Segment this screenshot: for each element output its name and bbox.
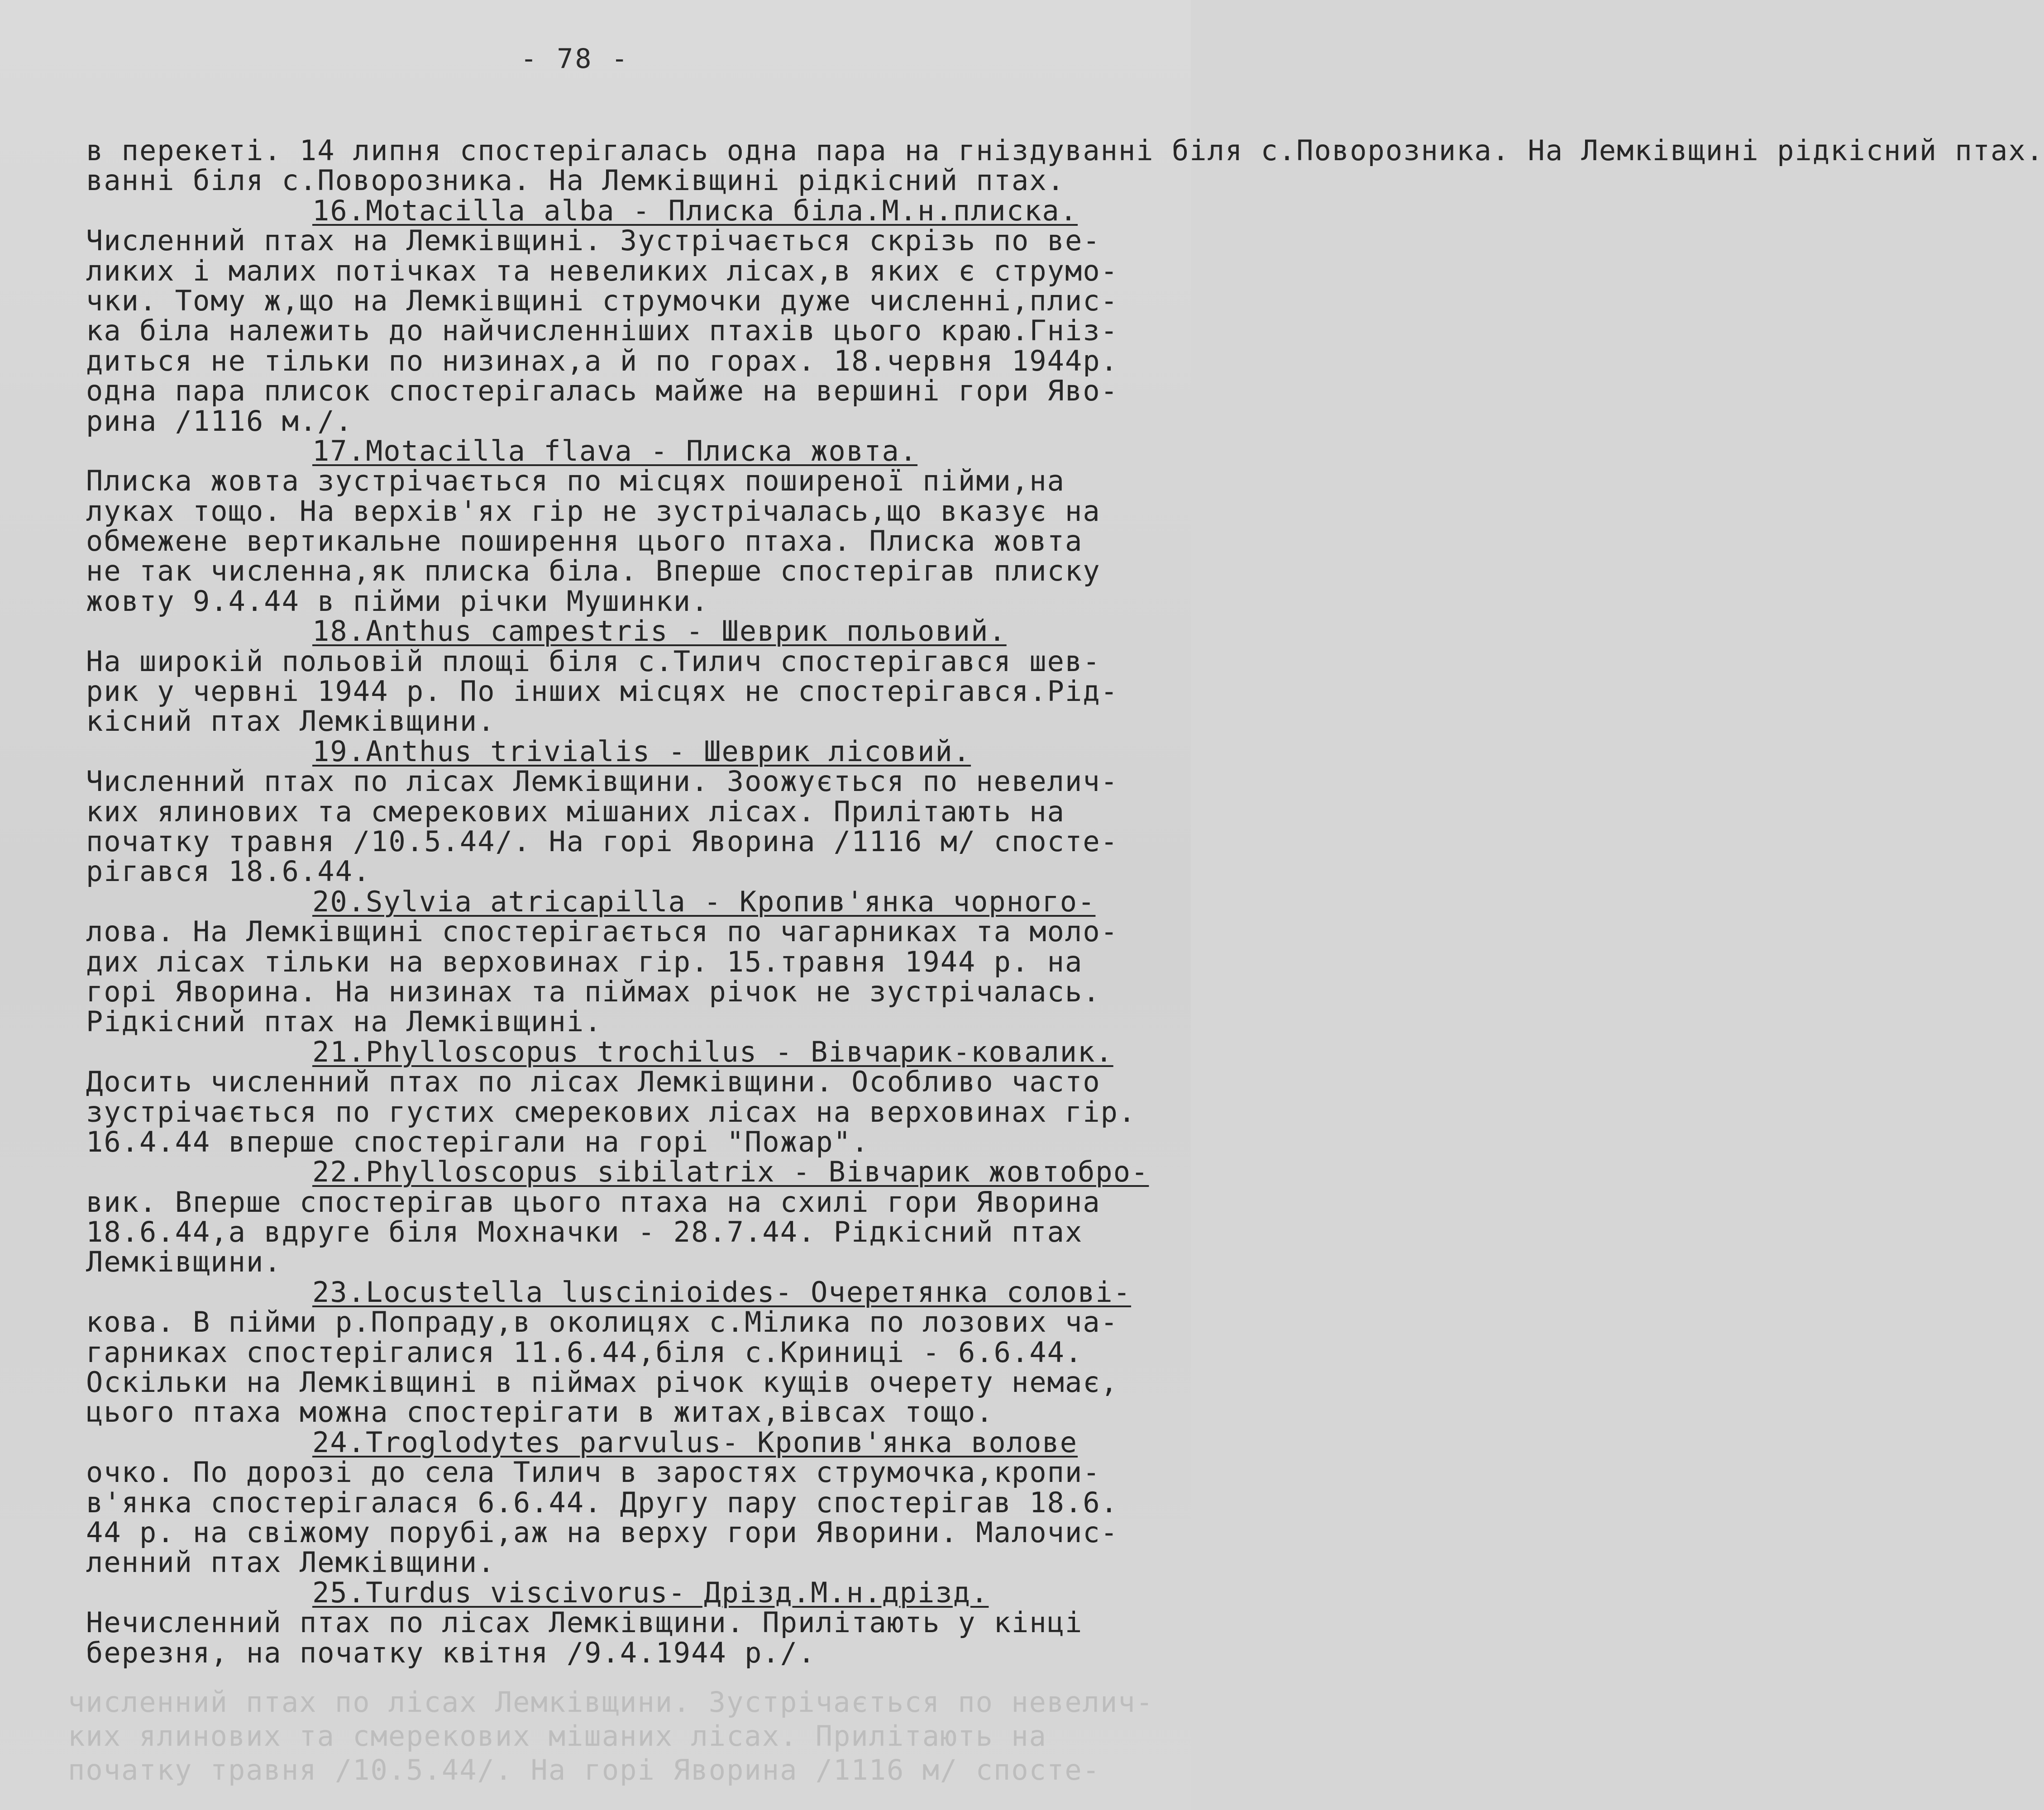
text-line	[86, 1007, 1154, 1037]
text-line	[86, 556, 1154, 586]
line-text: чки. Тому ж,що на Лемківщині струмочки дуже численні,плис-	[86, 284, 1118, 317]
species-heading-text: 20.Sylvia atricapilla - Кропив'янка чорного-	[312, 885, 1096, 918]
text-line	[86, 1335, 1154, 1369]
text-line	[86, 406, 1154, 436]
text-line	[86, 644, 1154, 678]
text-line	[86, 226, 1154, 256]
text-line	[86, 586, 1154, 616]
line-text: не так численна,як плиска біла. Вперше спостерігав плиску	[86, 554, 1101, 588]
line-text: ванні біля с.Поворозника. На Лемківщині рідкісний птах.	[86, 164, 1065, 197]
line-text: горі Яворина. На низинах та піймах річок не зустрічалась.	[86, 975, 1101, 1008]
text-line	[86, 166, 1154, 195]
text-line	[86, 857, 1154, 886]
body-text	[86, 134, 2044, 1669]
species-heading	[86, 734, 1154, 768]
line-text: зустрічається по густих смерекових лісах на верховинах гір.	[86, 1095, 1137, 1129]
line-text: вик. Вперше спостерігав цього птаха на схилі гори Яворина	[86, 1185, 1101, 1219]
species-heading	[86, 436, 1154, 466]
species-heading	[86, 1037, 1154, 1067]
text-line	[86, 496, 1154, 526]
text-line	[86, 286, 1154, 316]
species-heading-text: 17.Motacilla flava - Плиска жовта.	[312, 434, 918, 467]
text-line	[86, 1608, 1154, 1638]
text-line	[86, 376, 1154, 406]
text-line	[86, 1217, 1154, 1247]
line-text: Рідкісний птах на Лемківщині.	[86, 1005, 602, 1038]
species-heading-text: 16.Motacilla alba - Плиска біла.М.н.плиска.	[312, 194, 1078, 227]
text-line	[86, 797, 1154, 827]
text-line	[86, 466, 1154, 496]
species-heading	[86, 1425, 1154, 1459]
species-heading-text: 21.Phylloscopus trochilus - Вівчарик-ковалик.	[312, 1035, 1113, 1068]
line-text: обмежене вертикальне поширення цього птаха. Плиска жовта	[86, 524, 1083, 558]
line-text: рігався 18.6.44.	[86, 855, 371, 888]
text-line	[86, 1097, 1154, 1127]
text-line	[86, 1187, 1154, 1217]
line-text: Численний птах на Лемківщині. Зустрічається скрізь по ве-	[86, 224, 1101, 257]
line-text: Оскільки на Лемківщині в піймах річок кущів очерету немає,	[86, 1366, 1118, 1399]
text-line	[86, 256, 1154, 286]
line-text: 16.4.44 вперше спостерігали на горі "Пожар".	[86, 1125, 869, 1158]
species-heading-text: 24.Troglodytes parvulus- Кропив'янка волове	[312, 1425, 1078, 1459]
text-line	[86, 1548, 1154, 1577]
text-line	[86, 1367, 1154, 1397]
bleed-through-line: численний птах по лісах Лемківщини. Зустрічається по невелич-	[68, 1686, 1154, 1719]
species-heading-text: 25.Turdus viscivorus- Дрізд.М.н.дрізд.	[312, 1576, 989, 1609]
line-text: Досить численний птах по лісах Лемківщини. Особливо часто	[86, 1065, 1101, 1099]
bleed-through-line: ких ялинових та смерекових мішаних лісах. Прилітають на	[68, 1720, 1047, 1753]
species-heading	[86, 196, 1154, 226]
line-text: одна пара плисок спостерігалась майже на вершині гори Яво-	[86, 374, 1118, 408]
species-heading-text: 19.Anthus trivialis - Шеврик лісовий.	[312, 734, 971, 768]
line-text: в перекеті. 14 липня спостерігалась одна пара на гніздуванні біля с.Поворозника. На Лемківщині рідкісний птах.	[86, 134, 2044, 167]
line-text: рик у червні 1944 р. По інших місцях не спостерігався.Рід-	[86, 675, 1118, 708]
species-heading-text: 18.Anthus campestris - Шеврик польовий.	[312, 614, 1007, 648]
bleed-through-line: початку травня /10.5.44/. На горі Яворина /1116 м/ спосте-	[68, 1753, 1100, 1786]
species-heading	[86, 1157, 1154, 1187]
species-heading	[86, 887, 1154, 917]
line-text: в'янка спостерігалася 6.6.44. Другу пару спостерігав 18.6.	[86, 1486, 1118, 1519]
line-text: березня, на початку квітня /9.4.1944 р./.	[86, 1636, 816, 1669]
text-line	[86, 1488, 1154, 1518]
line-text: ких ялинових та смерекових мішаних лісах. Прилітають на	[86, 795, 1065, 828]
species-heading-text: 23.Locustella luscinioides- Очеретянка солові-	[312, 1275, 1132, 1309]
line-text: 44 р. на свіжому порубі,аж на верху гори Яворини. Малочис-	[86, 1515, 1118, 1549]
line-text: На широкій польовій площі біля с.Тилич спостерігався шев-	[86, 644, 1101, 678]
text-line	[86, 1515, 1154, 1549]
line-text: рина /1116 м./.	[86, 404, 353, 438]
text-line	[86, 767, 1154, 796]
line-text: дих лісах тільки на верховинах гір. 15.травня 1944 р. на	[86, 945, 1083, 978]
line-text: цього птаха можна спостерігати в житах,вівсах тощо.	[86, 1396, 994, 1429]
text-line	[86, 1067, 1154, 1097]
line-text: ликих і малих потічках та невеликих лісах,в яких є струмо-	[86, 254, 1118, 287]
line-text: Плиска жовта зустрічається по місцях поширеної пійми,на	[86, 464, 1065, 498]
line-text: Лемківщини.	[86, 1245, 282, 1279]
text-line	[86, 134, 2044, 167]
page-number: - 78 -	[521, 43, 630, 75]
text-line	[86, 1307, 1154, 1337]
species-heading	[86, 616, 1154, 646]
species-heading	[86, 1277, 1154, 1307]
text-line	[86, 977, 1154, 1007]
line-text: 18.6.44,а вдруге біля Мохначки - 28.7.44. Рідкісний птах	[86, 1215, 1083, 1249]
line-text: очко. По дорозі до села Тилич в заростях струмочка,кропи-	[86, 1456, 1101, 1489]
text-line	[86, 706, 1154, 736]
text-line	[86, 947, 1154, 977]
line-text: початку травня /10.5.44/. На горі Яворина /1116 м/ споcте-	[86, 824, 1118, 858]
text-line	[86, 526, 1154, 556]
species-heading	[86, 1578, 1154, 1608]
text-line	[86, 917, 1154, 947]
line-text: кова. В пійми р.Попраду,в околицях с.Мілика по лозових ча-	[86, 1305, 1118, 1339]
text-line	[86, 676, 1154, 706]
line-text: кісний птах Лемківщини.	[86, 705, 496, 738]
line-text: лова. На Лемківщині спостерігається по чагарниках та моло-	[86, 915, 1118, 948]
text-line	[86, 1458, 1154, 1487]
line-text: Численний птах по лісах Лемківщини. Зоожується по невелич-	[86, 765, 1118, 798]
line-text: ленний птах Лемківщини.	[86, 1546, 496, 1579]
line-text: диться не тільки по низинах,а й по горах. 18.червня 1944р.	[86, 344, 1118, 377]
species-heading-text: 22.Phylloscopus sibilatrix - Вівчарик жовтобро-	[312, 1155, 1149, 1189]
line-text: гарниках спостерігалися 11.6.44,біля с.Криниці - 6.6.44.	[86, 1335, 1083, 1369]
text-line	[86, 346, 1154, 376]
line-text: луках тощо. На верхів'ях гір не зустрічалась,що вказує на	[86, 494, 1101, 528]
line-text: ка біла належить до найчисленніших птахів цього краю.Гніз-	[86, 314, 1118, 348]
line-text: жовту 9.4.44 в пійми річки Мушинки.	[86, 584, 709, 618]
line-text: Нечисленний птах по лісах Лемківщини. Прилітають у кінці	[86, 1606, 1083, 1639]
text-line	[86, 1127, 1154, 1157]
text-line	[86, 1247, 1154, 1277]
text-line	[86, 1638, 1154, 1668]
text-line	[86, 1397, 1154, 1427]
text-line	[86, 824, 1154, 858]
text-line	[86, 316, 1154, 346]
